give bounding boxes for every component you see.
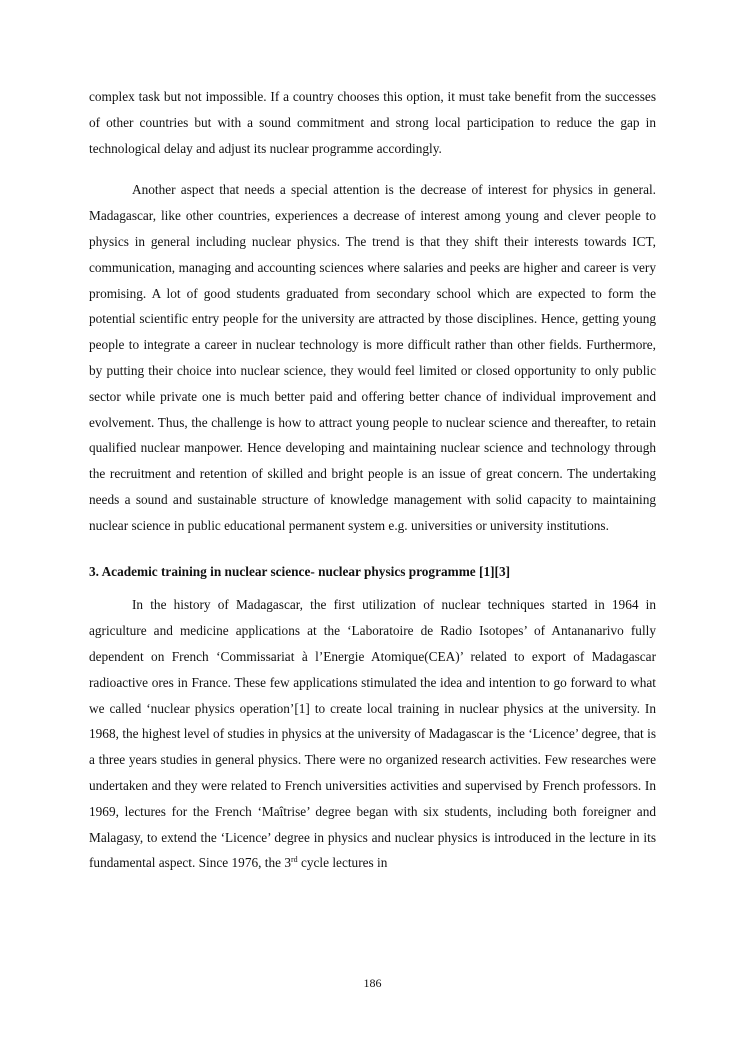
page-body [89, 84, 656, 876]
paragraph-history [89, 592, 656, 876]
superscript-ordinal: rd [290, 855, 298, 865]
section-heading: 3. Academic training in nuclear science- nuclear physics programme [1][3] [89, 563, 511, 579]
page-number: 186 [363, 976, 382, 990]
paragraph-history-tail: cycle lectures in [297, 855, 388, 871]
paragraph-continuation: complex task but not impossible. If a country chooses this option, it must take benefit from the successes of other countries but with a sound commitment and strong local participation to reduce the gap in technological delay and adjust its nuclear programme accordingly. [89, 89, 656, 156]
paragraph-interest-decrease: Another aspect that needs a special attention is the decrease of interest for physics in general. Madagascar, like other countries, experiences a decrease of interest among young and clever people to physics in general including nuclear physics. The trend is that they shift their interests towards ICT, communication, managing and accounting sciences where salaries and peeks are higher and career is very promising. A lot of good students graduated from secondary school which are expected to form the potential scientific entry people for the university are attracted by those disciplines. Hence, getting young people to integrate a career in nuclear technology is more difficult rather than other fields. Furthermore, by putting their choice into nuclear science, they would feel limited or closed opportunity to only public sector while private one is much better paid and offering better chance of individual improvement and evolvement. Thus, the challenge is how to attract young people to nuclear science and thereafter, to retain qualified nuclear manpower. Hence developing and maintaining nuclear science and technology through the recruitment and retention of skilled and bright people is an issue of great concern. The undertaking needs a sound and sustainable structure of knowledge management with solid capacity to maintaining nuclear science in public educational permanent system e.g. universities or university institutions. [89, 182, 656, 533]
paragraph-history-text: In the history of Madagascar, the first utilization of nuclear techniques started in 1964 in agriculture and medicine applications at the ‘Laboratoire de Radio Isotopes’ of Antananarivo fully dependent on French ‘Commissariat à l’Energie Atomique(CEA)’ related to export of Madagascar radioactive ores in France. These few applications stimulated the idea and intention to go forward to what we called ‘nuclear physics operation’[1] to create local training in nuclear physics at the university. In 1968, the highest level of studies in physics at the university of Madagascar is the ‘Licence’ degree, that is a three years studies in general physics. There were no organized research activities. Few researches were undertaken and they were related to French universities activities and supervised by French professors. In 1969, lectures for the French ‘Maîtrise’ degree began with six students, including both foreigner and Malagasy, to extend the ‘Licence’ degree in physics and nuclear physics is introduced in the lecture in its fundamental aspect. Since 1976, the 3 [89, 597, 656, 871]
